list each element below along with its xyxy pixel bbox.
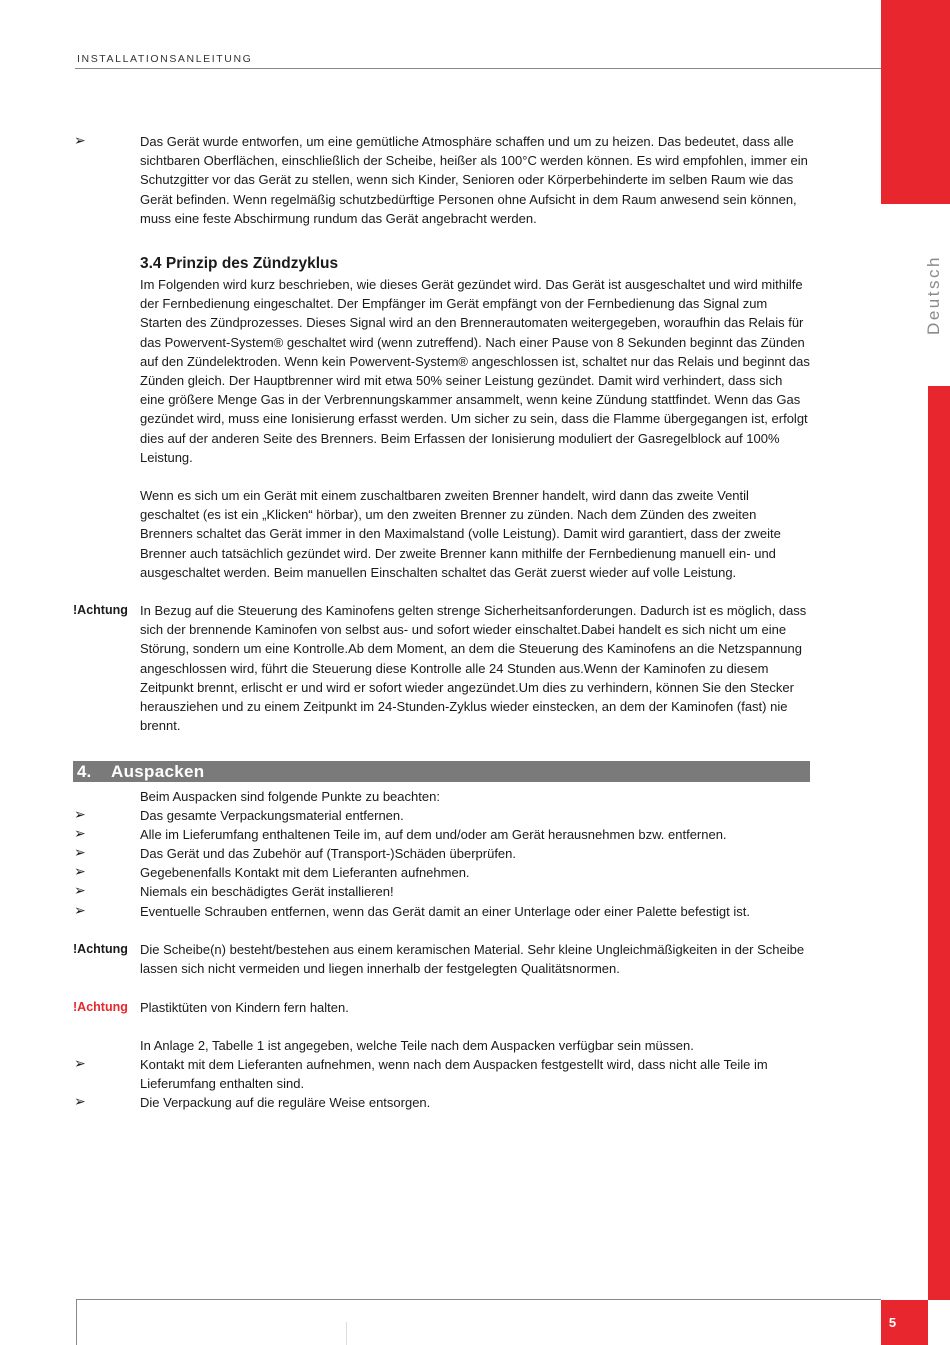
annex-reference-text: In Anlage 2, Tabelle 1 ist angegeben, welche Teile nach dem Auspacken verfügbar sein müssen. bbox=[140, 1038, 694, 1053]
red-tab-top bbox=[881, 0, 950, 204]
header-divider bbox=[75, 68, 881, 69]
bullet-arrow-icon: ➢ bbox=[74, 1056, 86, 1072]
bullet-arrow-icon: ➢ bbox=[74, 903, 86, 919]
language-side-label: Deutsch bbox=[924, 255, 943, 335]
section-4-header-bar bbox=[73, 761, 810, 782]
plastic-bag-warning-text: Plastiktüten von Kindern fern halten. bbox=[140, 1000, 349, 1015]
bullet-arrow-icon: ➢ bbox=[74, 864, 86, 880]
warning-label-red: !Achtung bbox=[73, 1000, 128, 1014]
bullet-arrow-icon: ➢ bbox=[74, 826, 86, 842]
glass-warning-text: Die Scheibe(n) besteht/bestehen aus einem keramischen Material. Sehr kleine Ungleichmäßigkeiten in der Scheibe lassen sich nicht vermeiden und liegen innerhalb der festgelegten Qualitätsnormen. bbox=[140, 942, 805, 977]
list-item: Gegebenenfalls Kontakt mit dem Lieferanten aufnehmen. bbox=[140, 865, 470, 880]
red-side-strip bbox=[928, 386, 950, 1300]
list-item: Kontakt mit dem Lieferanten aufnehmen, wenn nach dem Auspacken festgestellt wird, dass nicht alle Teile im Lieferumfang enthalten sind. bbox=[140, 1057, 768, 1092]
warning-label: !Achtung bbox=[73, 942, 128, 956]
footer-corner-line bbox=[76, 1299, 77, 1345]
bullet-arrow-icon: ➢ bbox=[74, 883, 86, 899]
bullet-arrow-icon: ➢ bbox=[74, 133, 86, 149]
list-item: Niemals ein beschädigtes Gerät installieren! bbox=[140, 884, 394, 899]
list-item: Das gesamte Verpackungsmaterial entfernen. bbox=[140, 808, 404, 823]
bullet-arrow-icon: ➢ bbox=[74, 1094, 86, 1110]
document-header-label: INSTALLATIONSANLEITUNG bbox=[77, 53, 253, 65]
footer-tick bbox=[346, 1322, 347, 1345]
bullet-arrow-icon: ➢ bbox=[74, 807, 86, 823]
bullet-arrow-icon: ➢ bbox=[74, 845, 86, 861]
footer-divider bbox=[76, 1299, 881, 1300]
warning-text: In Bezug auf die Steuerung des Kaminofens gelten strenge Sicherheitsanforderungen. Dadurch ist es möglich, dass sich der brennende Kaminofen von selbst aus- und sofort wieder einschaltet.Dabei handelt es sich nicht um eine Störung, sondern um eine Kontrolle.Ab dem Moment, an dem die Steuerung des Kaminofens an die Netzspannung angeschlossen wird, führt die Steuerung diese Kontrolle alle 24 Stunden aus.Wenn der Kaminofen zu diesem Zeitpunkt brennt, erlischt er und wird er sofort wieder angezündet.Um dies zu verhindern, können Sie den Stecker herausziehen und zu einem Zeitpunkt im 24-Stunden-Zyklus wieder einstecken, an dem der Kaminofen (fast) nie brennt. bbox=[140, 603, 807, 734]
unpacking-intro: Beim Auspacken sind folgende Punkte zu beachten: bbox=[140, 789, 440, 804]
ignition-paragraph-1: Im Folgenden wird kurz beschrieben, wie dieses Gerät gezündet wird. Das Gerät ist ausgeschaltet und wird mithilfe der Fernbedienung eingeschaltet. Der Empfänger im Gerät empfängt von der Fernbedienung das Signal zum Starten des Zündprozesses. Dieses Signal wird an den Brennerautomaten weitergegeben, woraufhin das Relais für das Powervent-System® geschaltet wird (wenn zutreffend). Nach einer Pause von 8 Sekunden beginnt das Zünden auf den Zündelektroden. Wenn kein Powervent-System® angeschlossen ist, schaltet nur das Relais und beginnt das Zünden gleich. Der Hauptbrenner wird mit etwa 50% seiner Leistung gezündet. Damit wird verhindert, dass sich eine größere Menge Gas in der Verbrennungskammer ansammelt, wenn keine Zündung stattfindet. Wenn das Gas gezündet wird, muss eine Ionisierung erfasst werden. Um sicher zu sein, dass die Flamme übergegangen ist, erfolgt dies auf der anderen Seite des Brenners. Beim Erfassen der Ionisierung moduliert der Gasregelblock auf 100% Leistung. bbox=[140, 277, 810, 465]
ignition-paragraph-2: Wenn es sich um ein Gerät mit einem zuschaltbaren zweiten Brenner handelt, wird dann das zweite Ventil geschaltet (es ist ein „Klicken“ hörbar), um den zweiten Brenner zu zünden. Nach dem Zünden des zweiten Brenners schaltet das Gerät immer in den Maximalstand (volle Leistung). Damit wird garantiert, dass der zweite Brenner auch tatsächlich gezündet wird. Der zweite Brenner kann mithilfe der Fernbedienung manuell ein- und ausgeschaltet werden. Beim manuellen Einschalten schaltet das Gerät zuerst wieder auf volle Leistung. bbox=[140, 488, 781, 580]
list-item: Alle im Lieferumfang enthaltenen Teile im, auf dem und/oder am Gerät herausnehmen bzw. entfernen. bbox=[140, 827, 727, 842]
page-number: 5 bbox=[888, 1315, 897, 1330]
warning-label: !Achtung bbox=[73, 603, 128, 617]
section-4-number: 4. bbox=[77, 762, 92, 781]
section-3-4-heading: 3.4 Prinzip des Zündzyklus bbox=[140, 255, 339, 272]
section-4-title: Auspacken bbox=[111, 762, 205, 781]
intro-paragraph: Das Gerät wurde entworfen, um eine gemütliche Atmosphäre schaffen und um zu heizen. Das bedeutet, dass alle sichtbaren Oberflächen, einschließlich der Scheibe, heißer als 100°C werden können. Es wird empfohlen, immer ein Schutzgitter vor das Gerät zu stellen, wenn sich Kinder, Senioren oder Körperbehinderte im selben Raum wie das Gerät befinden. Wenn regelmäßig schutzbedürftige Personen ohne Aufsicht in dem Raum anwesend sein können, muss eine feste Abschirmung rundum das Gerät angebracht werden. bbox=[140, 134, 808, 226]
list-item: Eventuelle Schrauben entfernen, wenn das Gerät damit an einer Unterlage oder einer Palette befestigt ist. bbox=[140, 904, 750, 919]
list-item: Die Verpackung auf die reguläre Weise entsorgen. bbox=[140, 1095, 431, 1110]
list-item: Das Gerät und das Zubehör auf (Transport-)Schäden überprüfen. bbox=[140, 846, 517, 861]
